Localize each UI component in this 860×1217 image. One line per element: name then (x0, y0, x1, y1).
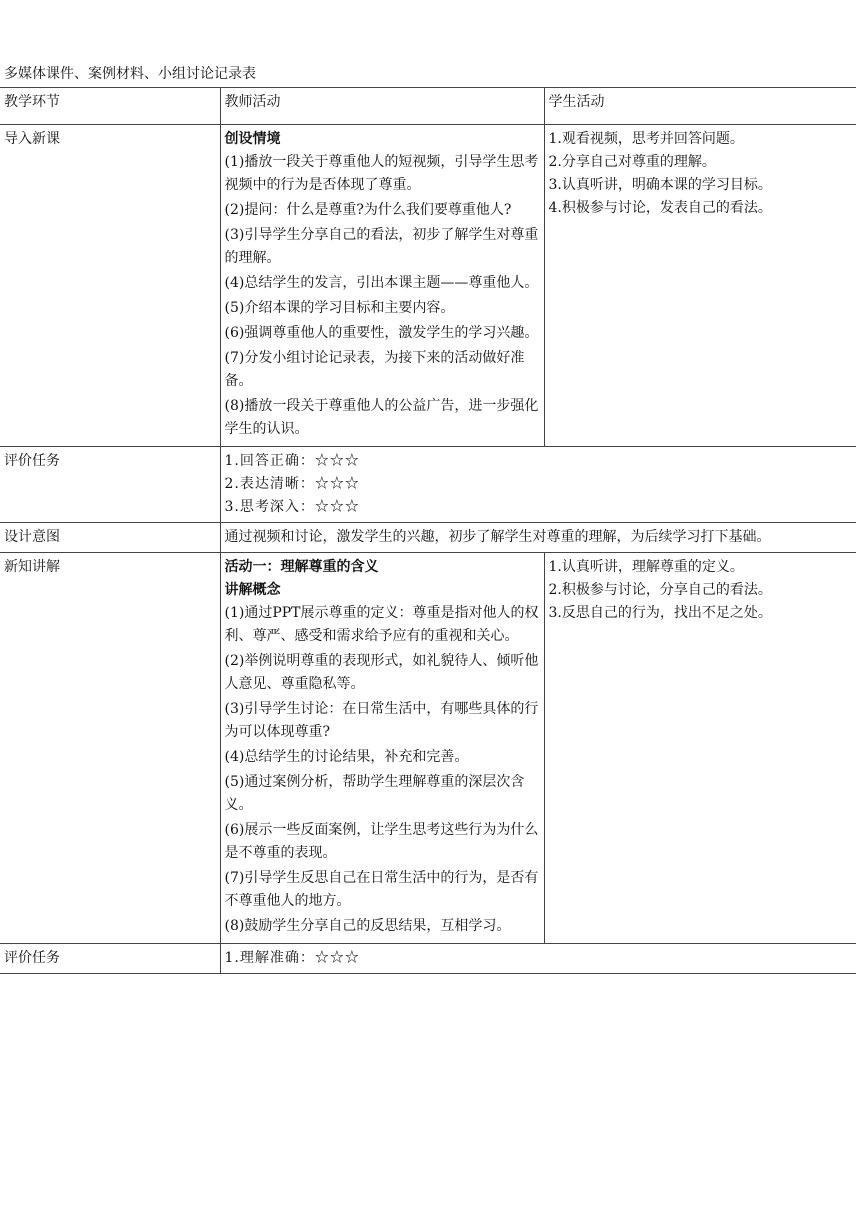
stage-design-intent: 设计意图 (0, 523, 220, 553)
import-teacher-item: (3)引导学生分享自己的看法，初步了解学生对尊重的理解。 (224, 227, 539, 266)
table-header-row (0, 88, 856, 125)
stage-new-knowledge: 新知讲解 (0, 553, 220, 944)
new-teacher-item: (3)引导学生讨论：在日常生活中，有哪些具体的行为可以体现尊重? (224, 701, 539, 740)
new-student-item: 2.积极参与讨论，分享自己的看法。 (548, 582, 772, 598)
teacher-activity-import (220, 125, 544, 447)
student-activity-import (544, 125, 856, 447)
import-teacher-item: (5)介绍本课的学习目标和主要内容。 (224, 300, 455, 316)
activity-title: 活动一：理解尊重的含义 (224, 559, 379, 575)
new-teacher-item: (8)鼓励学生分享自己的反思结果，互相学习。 (224, 918, 511, 934)
new-teacher-item: (5)通过案例分析，帮助学生理解尊重的深层次含义。 (224, 774, 525, 813)
import-heading: 创设情境 (224, 131, 281, 147)
stage-import: 导入新课 (0, 125, 220, 447)
new-teacher-item: (6)展示一些反面案例，让学生思考这些行为为什么是不尊重的表现。 (224, 822, 539, 861)
new-student-item: 1.认真听讲，理解尊重的定义。 (548, 559, 744, 575)
stage-evaluation-1: 评价任务 (0, 447, 220, 523)
table-row-new-knowledge (0, 553, 856, 944)
stage-evaluation-2: 评价任务 (0, 944, 220, 974)
import-teacher-item: (4)总结学生的发言，引出本课主题——尊重他人。 (224, 275, 539, 291)
header-stage: 教学环节 (0, 88, 220, 125)
import-teacher-item: (1)播放一段关于尊重他人的短视频，引导学生思考视频中的行为是否体现了尊重。 (224, 154, 539, 193)
evaluation-item: 3.思考深入：☆☆☆ (224, 499, 360, 515)
evaluation-2-items (220, 944, 856, 974)
evaluation-1-items (220, 447, 856, 523)
table-row-import (0, 125, 856, 447)
evaluation-item: 1.理解准确：☆☆☆ (224, 950, 360, 966)
import-student-item: 1.观看视频，思考并回答问题。 (548, 131, 744, 147)
new-teacher-item: (1)通过PPT展示尊重的定义：尊重是指对他人的权利、尊严、感受和需求给予应有的重视和关心。 (224, 605, 539, 644)
new-teacher-item: (7)引导学生反思自己在日常生活中的行为，是否有不尊重他人的地方。 (224, 870, 539, 909)
table-row-design-intent (0, 523, 856, 553)
lesson-plan-table (0, 87, 856, 974)
evaluation-item: 2.表达清晰：☆☆☆ (224, 476, 360, 492)
import-teacher-item: (8)播放一段关于尊重他人的公益广告，进一步强化学生的认识。 (224, 398, 539, 437)
materials-line: 多媒体课件、案例材料、小组讨论记录表 (4, 66, 256, 82)
evaluation-item: 1.回答正确：☆☆☆ (224, 453, 360, 469)
import-teacher-item: (7)分发小组讨论记录表，为接下来的活动做好准备。 (224, 350, 525, 389)
import-teacher-item: (6)强调尊重他人的重要性，激发学生的学习兴趣。 (224, 325, 539, 341)
import-student-item: 4.积极参与讨论，发表自己的看法。 (548, 200, 772, 216)
new-student-item: 3.反思自己的行为，找出不足之处。 (548, 605, 772, 621)
header-teacher-activity: 教师活动 (220, 88, 544, 125)
import-student-item: 2.分享自己对尊重的理解。 (548, 154, 716, 170)
import-student-item: 3.认真听讲，明确本课的学习目标。 (548, 177, 772, 193)
table-row-evaluation-2 (0, 944, 856, 974)
new-teacher-item: (4)总结学生的讨论结果，补充和完善。 (224, 749, 469, 765)
import-teacher-item: (2)提问：什么是尊重?为什么我们要尊重他人? (224, 202, 512, 218)
new-heading: 讲解概念 (224, 582, 281, 598)
table-row-evaluation-1 (0, 447, 856, 523)
design-intent-text: 通过视频和讨论，激发学生的兴趣，初步了解学生对尊重的理解，为后续学习打下基础。 (220, 523, 856, 553)
new-teacher-item: (2)举例说明尊重的表现形式，如礼貌待人、倾听他人意见、尊重隐私等。 (224, 653, 539, 692)
teacher-activity-new (220, 553, 544, 944)
student-activity-new (544, 553, 856, 944)
header-student-activity: 学生活动 (544, 88, 856, 125)
